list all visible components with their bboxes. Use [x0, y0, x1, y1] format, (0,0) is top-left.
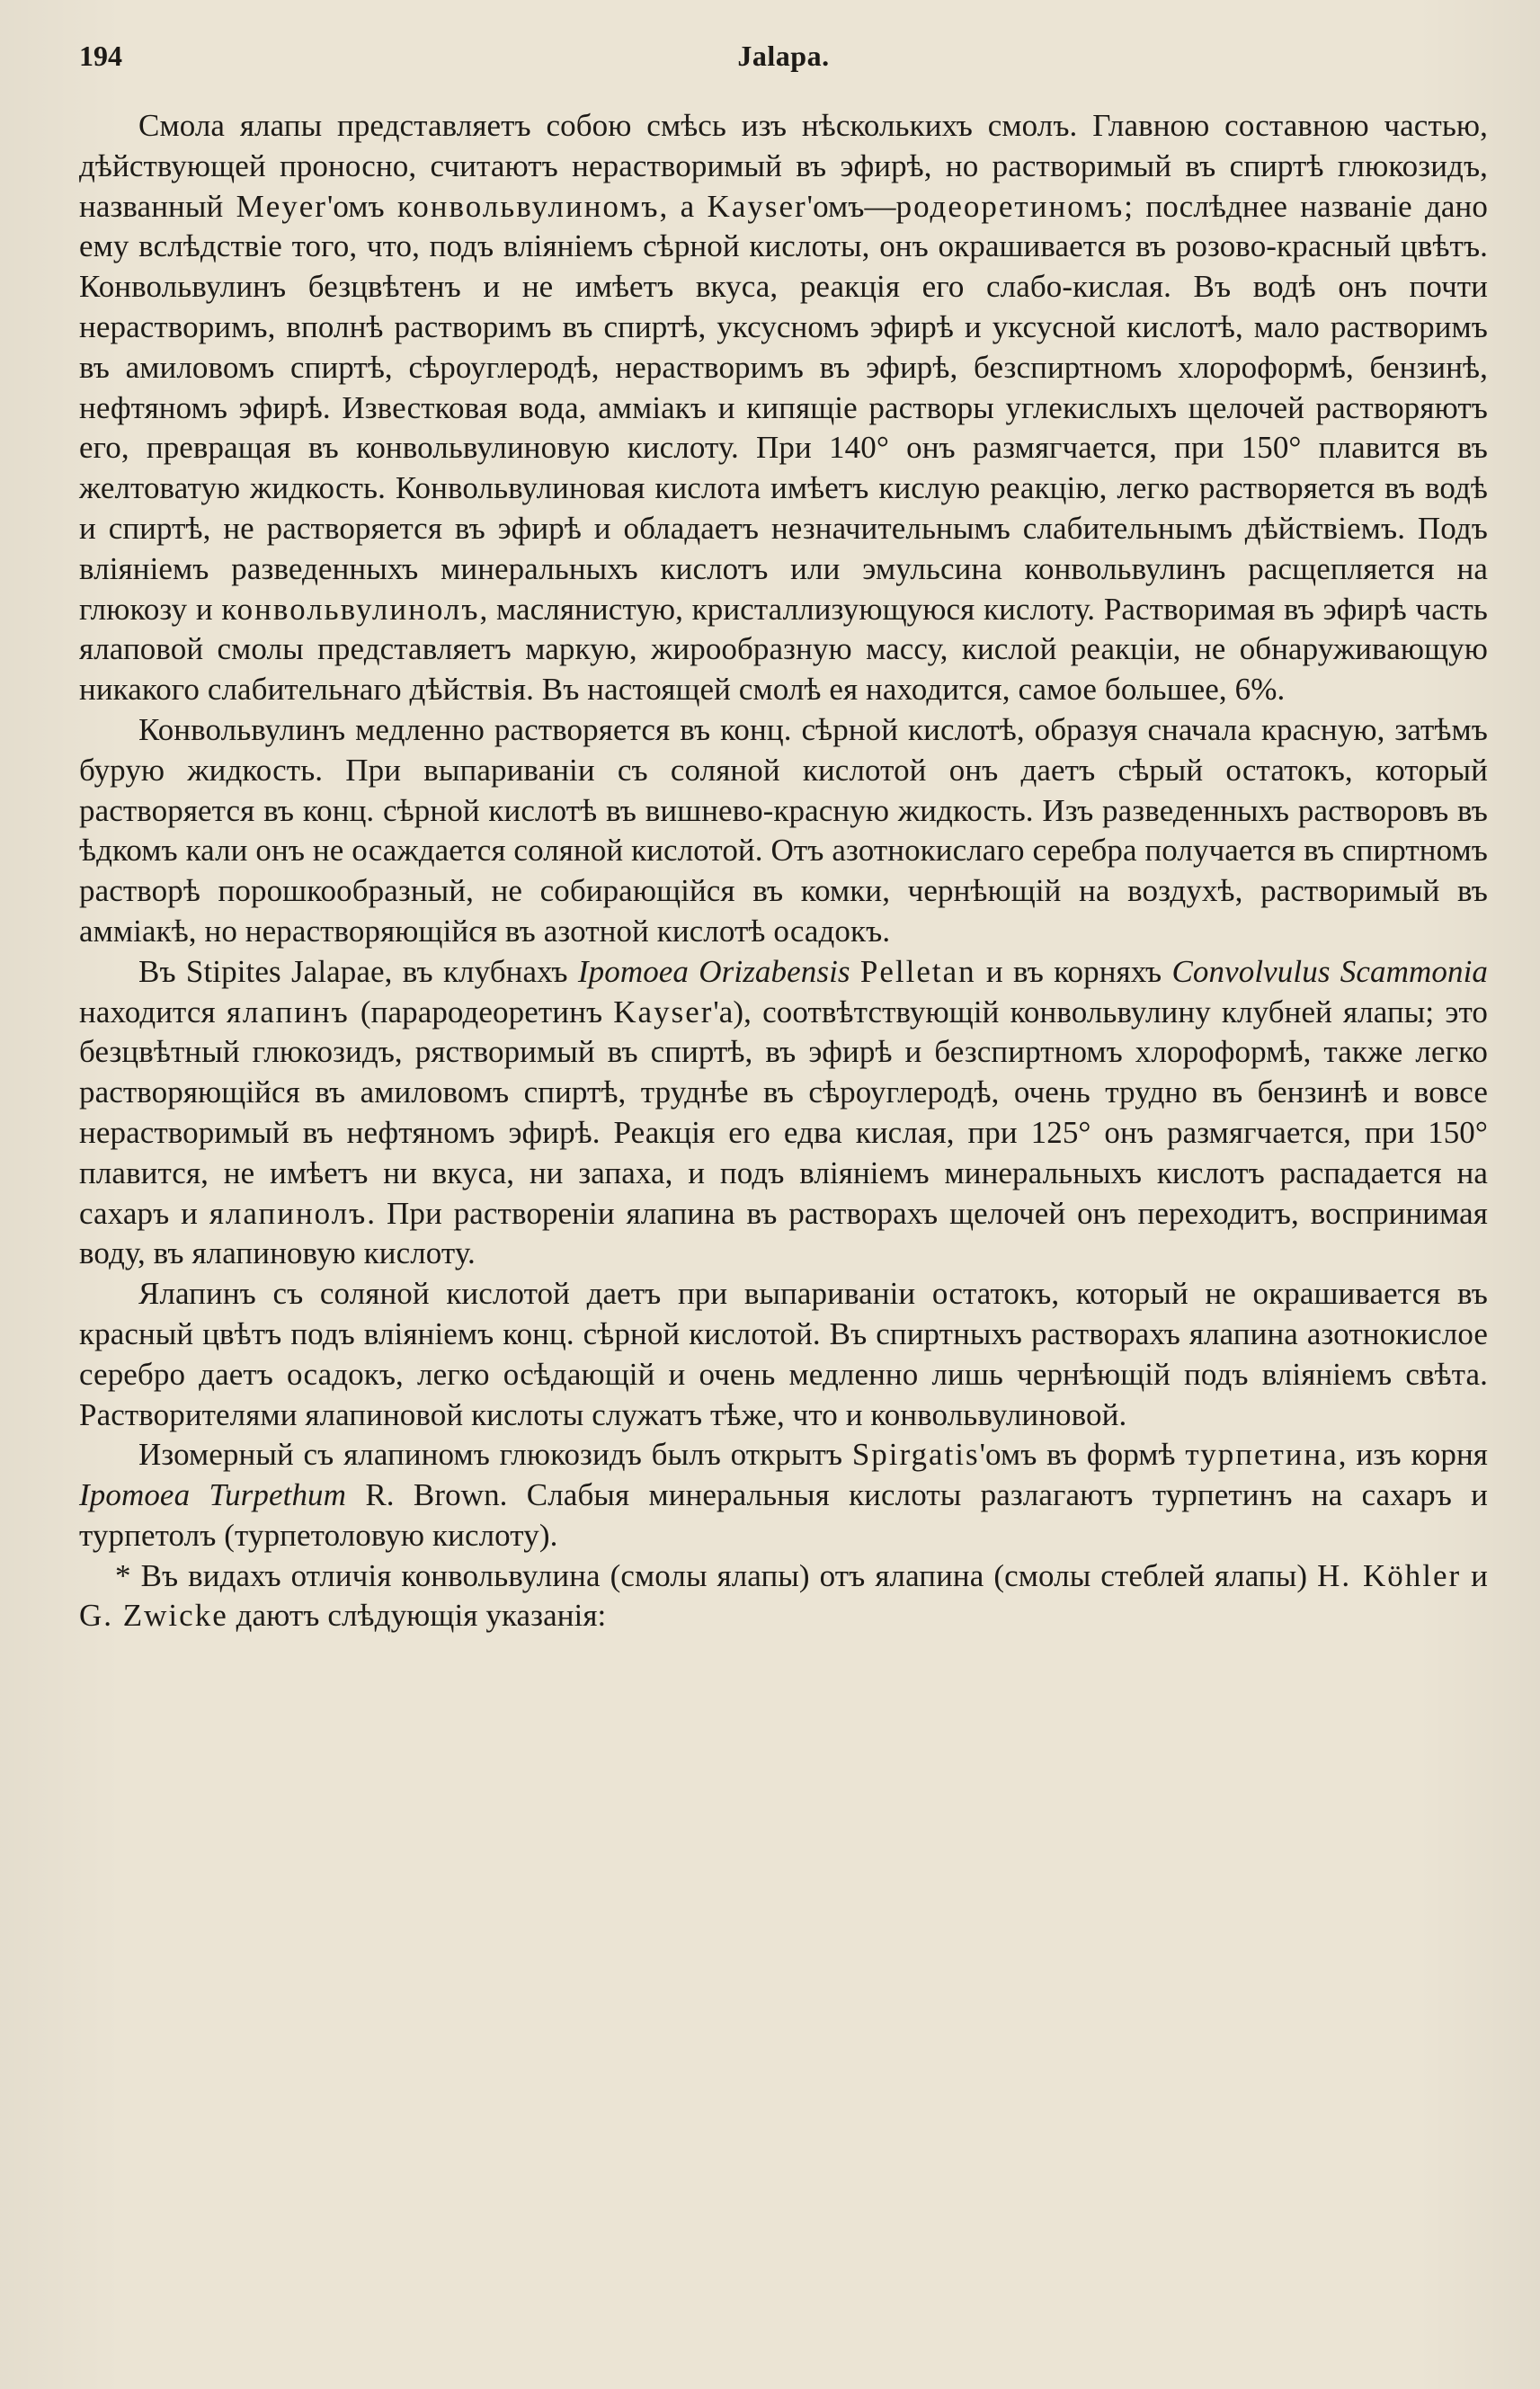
text-run: [850, 954, 860, 989]
text-run: R. Brown. Слабыя минеральныя кислоты разлагаютъ турпетинъ на сахаръ и турпетолъ (турпетоловую кислоту).: [79, 1477, 1489, 1553]
species-name: Convolvulus Scammonia: [1171, 953, 1488, 989]
paragraph-4: [79, 1274, 1488, 1435]
text-run: * Въ видахъ отличія конвольвулина (смолы ялапы) отъ ялапина (смолы стеблей ялапы): [115, 1557, 1318, 1593]
text-run: 'a), соотвѣтствующій конвольвулину клубней ялапы; это безцвѣтный глюкозидъ, рястворимый въ спиртѣ, въ эфирѣ и безспиртномъ хлороформѣ, также легко растворяющійся въ амиловомъ спиртѣ, труднѣе въ сѣроуглеродѣ, очень трудно въ бензинѣ и вовсе нерастворимый въ нефтяномъ эфирѣ. Реакція его едва кислая, при 125° онъ размягчается, при 150° плавится, не имѣетъ ни вкуса, ни запаха, и подъ вліяніемъ минеральныхъ кислотъ распадается на сахаръ и: [79, 994, 1488, 1231]
paragraph-2: [79, 710, 1488, 952]
text-run: , а: [659, 188, 708, 224]
author-name: Meyer: [236, 188, 327, 224]
text-run: , маслянистую, кристаллизующуюся кислоту. Растворимая въ эфирѣ часть ялаповой смолы представляетъ маркую, жирообразную массу, кислой реакціи, не обнаруживающую никакого слабительнаго дѣйствія. Въ настоящей смолѣ ея находится, самое большее, 6%.: [79, 591, 1488, 708]
term-rhodeoretin: родеоретиномъ: [895, 188, 1125, 224]
text-run: (парародеоретинъ: [349, 994, 614, 1030]
text-run: Изомерный съ ялапиномъ глюкозидъ былъ открытъ: [138, 1437, 852, 1473]
text-run: Въ Stipites Jalapae, въ клубнахъ: [138, 953, 578, 989]
term-turpethin: турпетина: [1185, 1437, 1339, 1473]
body-text: [79, 106, 1488, 1636]
author-name: H. Köhler: [1317, 1557, 1462, 1593]
footnote: [79, 1556, 1488, 1637]
author-name: Spirgatis: [851, 1437, 980, 1473]
author-name: Kayser: [613, 994, 714, 1030]
author-name: Pelletan: [859, 953, 976, 989]
text-run: Ялапинъ съ соляной кислотой даетъ при выпариваніи остатокъ, который не окрашивается въ красный цвѣтъ подъ вліяніемъ конц. сѣрной кислотой. Въ спиртныхъ растворахъ ялапина азотнокислое серебро даетъ осадокъ, легко осѣдающій и очень медленно лишь чернѣющій подъ вліяніемъ свѣта. Растворителями ялапиновой кислоты служатъ тѣже, что и конвольвулиновой.: [79, 1276, 1488, 1432]
page-number: 194: [79, 40, 122, 72]
text-run: находится: [79, 994, 227, 1030]
text-run: 'омъ—: [806, 188, 896, 224]
text-run: Конвольвулинъ медленно растворяется въ конц. сѣрной кислотѣ, образуя сначала красную, затѣмъ бурую жидкость. При выпариваніи съ соляной кислотой онъ даетъ сѣрый остатокъ, который растворяется въ конц. сѣрной кислотѣ въ вишнево-красную жидкость. Изъ разведенныхъ растворовъ въ ѣдкомъ кали онъ не осаждается соляной кислотой. Отъ азотнокислаго серебра получается въ спиртномъ растворѣ порошкообразный, не собирающійся въ комки, чернѣющій на воздухѣ, растворимый въ амміакѣ, но нерастворяющійся въ азотной кислотѣ осадокъ.: [79, 711, 1488, 949]
text-run: и: [1461, 1557, 1489, 1593]
term-jalapin: ялапинъ: [226, 994, 350, 1030]
paragraph-5: [79, 1435, 1488, 1556]
author-name: G. Zwicke: [79, 1598, 228, 1634]
term-jalapinol: ялапинолъ: [209, 1195, 368, 1231]
text-run: . При раствореніи ялапина въ растворахъ щелочей онъ переходитъ, воспринимая воду, въ ялапиновую кислоту.: [79, 1195, 1488, 1271]
term-convolvulinol: конвольвулинолъ: [221, 591, 480, 627]
running-title: Jalapa.: [737, 40, 830, 72]
paragraph-3: [79, 952, 1488, 1274]
text-run: , изъ корня: [1338, 1437, 1489, 1473]
text-run: 'омъ: [326, 188, 397, 224]
text-run: ; послѣднее названіе дано ему вслѣдствіе того, что, подъ вліяніемъ сѣрной кислоты, онъ окрашивается въ розово-красный цвѣтъ. Конвольвулинъ безцвѣтенъ и не имѣетъ вкуса, реакція его слабо-кислая. Въ водѣ онъ почти нерастворимъ, вполнѣ растворимъ въ спиртѣ, уксусномъ эфирѣ и уксусной кислотѣ, мало растворимъ въ амиловомъ спиртѣ, сѣроуглеродѣ, нерастворимъ въ эфирѣ, безспиртномъ хлороформѣ, бензинѣ, нефтяномъ эфирѣ. Известковая вода, аммiакъ и кипящіе растворы углекислыхъ щелочей растворяютъ его, превращая въ конвольвулиновую кислоту. При 140° онъ размягчается, при 150° плавится въ желтоватую жидкость. Конвольвулиновая кислота имѣетъ кислую реакцію, легко растворяется въ водѣ и спиртѣ, не растворяется въ эфирѣ и обладаетъ незначительнымъ слабительнымъ дѣйствіемъ. Подъ вліяніемъ разведенныхъ минеральныхъ кислотъ или эмульсина конвольвулинъ расщепляется на глюкозу и: [79, 188, 1488, 627]
paragraph-1: [79, 106, 1488, 710]
text-run: Смола ялапы представляетъ собою смѣсь изъ нѣсколькихъ смолъ. Главною составною частью, дѣйствующей проносно, считаютъ нерастворимый въ эфирѣ, но растворимый въ спиртѣ глюкозидъ, названный: [79, 108, 1488, 224]
author-name: Kayser: [707, 188, 807, 224]
text-run: и въ корняхъ: [975, 953, 1172, 989]
term-convolvulin: конвольвулиномъ: [397, 188, 660, 224]
species-name: Ipomoea Orizabensis: [577, 953, 850, 989]
text-run: даютъ слѣдующія указанія:: [227, 1598, 607, 1634]
text-run: 'омъ въ формѣ: [979, 1437, 1186, 1473]
running-head: [79, 27, 1488, 85]
species-name: Ipomoea Turpethum: [79, 1477, 347, 1513]
